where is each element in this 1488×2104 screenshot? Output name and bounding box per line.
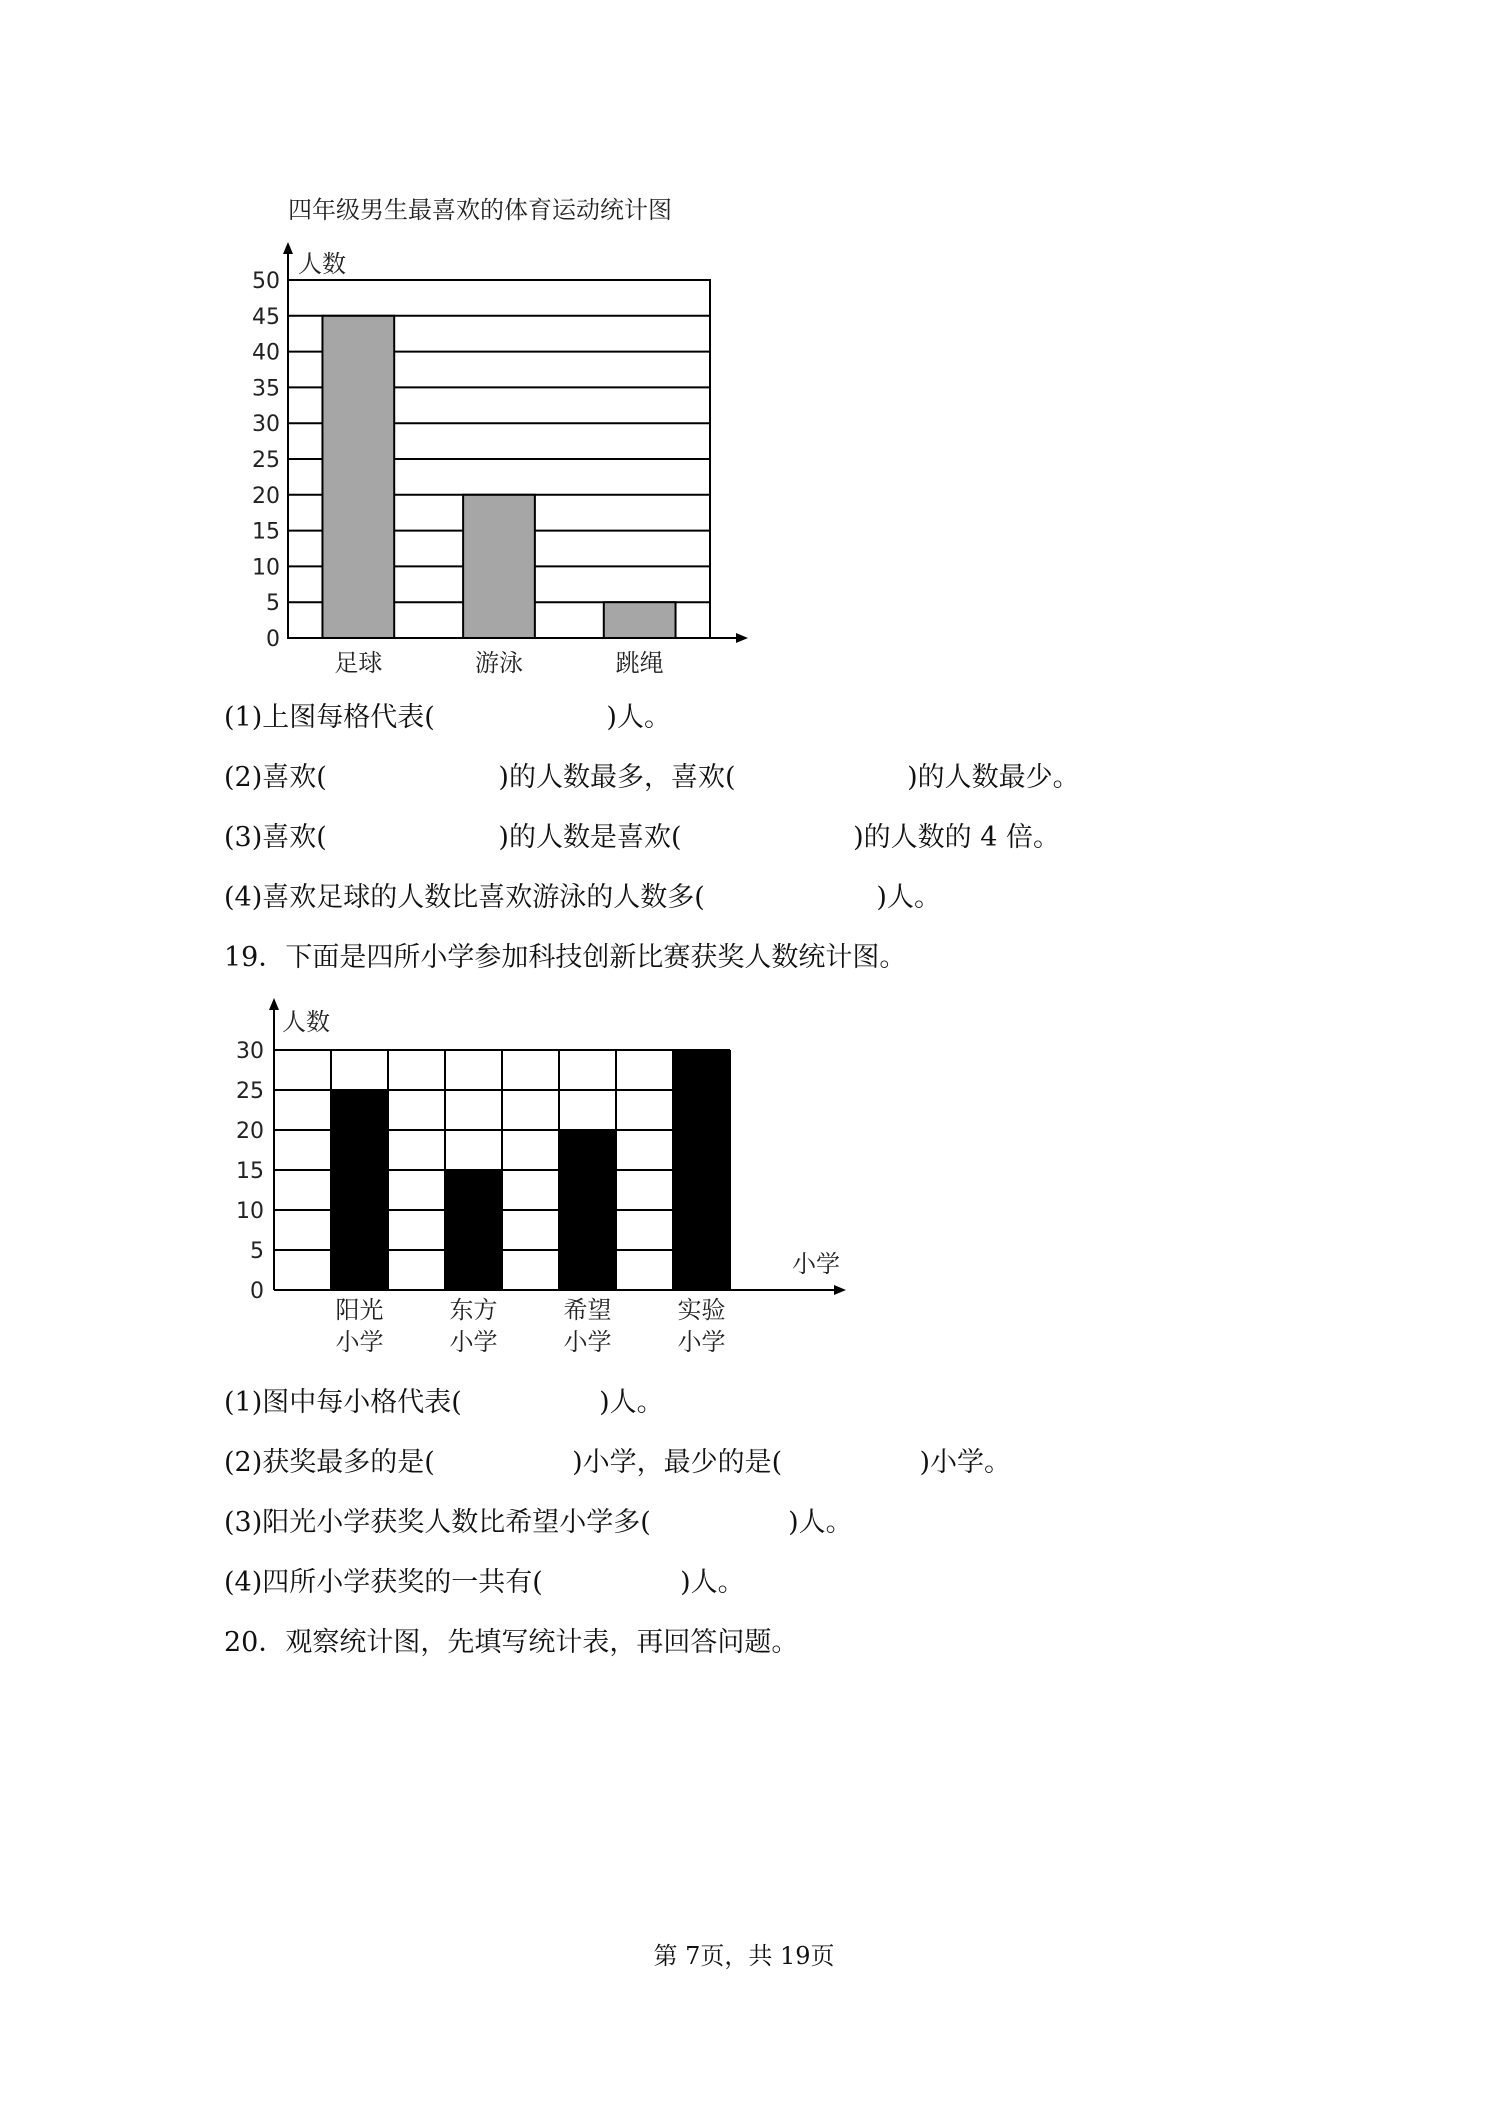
chart1-y-axis-arrow bbox=[283, 242, 293, 254]
chart2-y-tick-label: 30 bbox=[236, 1039, 264, 1064]
chart1-bar bbox=[322, 316, 394, 638]
q20-intro: 20．观察统计图，先填写统计表，再回答问题。 bbox=[224, 1627, 799, 1658]
q19-part1: (1)图中每小格代表( )人。 bbox=[224, 1387, 664, 1418]
chart1-y-axis-label: 人数 bbox=[298, 250, 346, 278]
chart1-y-tick-label: 5 bbox=[266, 591, 280, 617]
chart1-y-tick-label: 30 bbox=[252, 412, 280, 438]
chart1-y-tick-label: 0 bbox=[266, 627, 280, 652]
q18-part1: (1)上图每格代表( )人。 bbox=[224, 702, 671, 733]
chart2-bar bbox=[445, 1170, 502, 1290]
chart2-x-axis-label: 小学 bbox=[792, 1250, 840, 1278]
chart1-y-tick-label: 40 bbox=[252, 340, 280, 366]
chart2-y-tick-label: 25 bbox=[236, 1079, 264, 1104]
chart1-y-tick-label: 15 bbox=[252, 519, 280, 545]
chart1-y-tick-label: 45 bbox=[252, 304, 280, 330]
q19-part3: (3)阳光小学获奖人数比希望小学多( )人。 bbox=[224, 1507, 853, 1538]
chart1-y-tick-label: 25 bbox=[252, 448, 280, 473]
chart1-title: 四年级男生最喜欢的体育运动统计图 bbox=[288, 196, 672, 224]
q18-part2: (2)喜欢( )的人数最多，喜欢( )的人数最少。 bbox=[224, 762, 1080, 793]
chart1-x-tick-label: 跳绳 bbox=[615, 649, 664, 677]
chart1-x-tick-label: 足球 bbox=[334, 649, 383, 677]
chart2-x-tick-label: 东方 bbox=[449, 1296, 498, 1324]
q19-intro: 19．下面是四所小学参加科技创新比赛获奖人数统计图。 bbox=[224, 942, 907, 973]
chart2-bar bbox=[673, 1050, 730, 1290]
chart1-y-tick-label: 20 bbox=[252, 483, 280, 509]
chart2-y-tick-label: 5 bbox=[250, 1239, 264, 1264]
sports-bar-chart bbox=[240, 190, 780, 690]
chart2-y-tick-label: 0 bbox=[250, 1279, 264, 1304]
page-footer: 第 7页，共 19页 bbox=[653, 1942, 835, 1970]
chart2-x-tick-label: 小学 bbox=[449, 1328, 498, 1356]
chart1-x-tick-label: 游泳 bbox=[475, 649, 523, 677]
chart2-y-axis-arrow bbox=[269, 998, 279, 1010]
chart2-x-tick-label: 实验 bbox=[677, 1296, 726, 1324]
chart2-y-tick-label: 15 bbox=[236, 1159, 264, 1184]
chart2-bar bbox=[559, 1130, 616, 1290]
q19-part2: (2)获奖最多的是( )小学，最少的是( )小学。 bbox=[224, 1447, 1012, 1478]
chart2-x-tick-label: 阳光 bbox=[335, 1296, 384, 1324]
chart2-y-axis-label: 人数 bbox=[282, 1008, 330, 1036]
chart1-bar bbox=[463, 495, 535, 638]
school-awards-bar-chart bbox=[236, 990, 860, 1360]
chart2-x-axis-arrow bbox=[834, 1285, 846, 1295]
chart1-y-tick-label: 50 bbox=[252, 269, 280, 294]
chart2-bar bbox=[331, 1090, 388, 1290]
chart1-x-axis-arrow bbox=[736, 633, 748, 643]
chart2-x-tick-label: 小学 bbox=[677, 1328, 726, 1356]
q19-part4: (4)四所小学获奖的一共有( )人。 bbox=[224, 1567, 745, 1598]
chart2-x-tick-label: 小学 bbox=[563, 1328, 612, 1356]
q18-part3: (3)喜欢( )的人数是喜欢( )的人数的 4 倍。 bbox=[224, 822, 1061, 853]
chart1-y-tick-label: 35 bbox=[252, 376, 280, 402]
chart2-y-tick-label: 10 bbox=[236, 1199, 264, 1224]
q18-part4: (4)喜欢足球的人数比喜欢游泳的人数多( )人。 bbox=[224, 882, 941, 913]
chart2-y-tick-label: 20 bbox=[236, 1119, 264, 1144]
chart1-bar bbox=[604, 602, 676, 638]
chart1-y-tick-label: 10 bbox=[252, 555, 280, 581]
chart2-x-tick-label: 希望 bbox=[563, 1296, 612, 1324]
chart2-x-tick-label: 小学 bbox=[335, 1328, 384, 1356]
